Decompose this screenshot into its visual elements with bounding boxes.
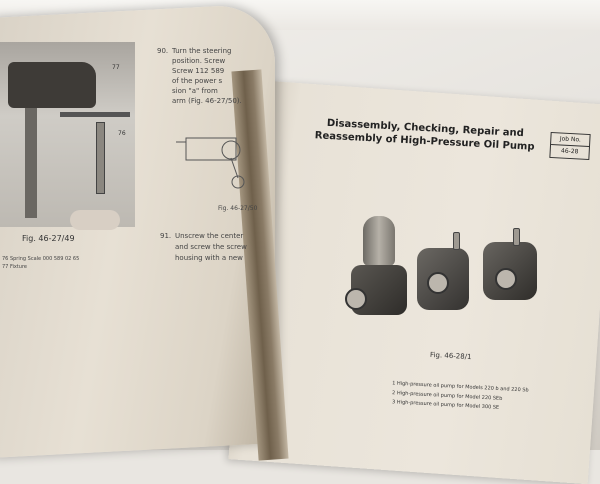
page-title: Disassembly, Checking, Repair and Reassembly of High-Pressure Oil Pump	[314, 117, 535, 153]
step-91-line: and screw the screw	[175, 243, 247, 251]
pump-2-fitting	[453, 232, 460, 250]
step-90-number: 90.	[157, 47, 169, 55]
job-number-box	[549, 132, 590, 160]
diagram-link	[231, 158, 238, 178]
legend-right-1: 1 High-pressure oil pump for Models 220 b and 220 Sb	[391, 380, 529, 394]
pump-3-pulley	[495, 268, 517, 290]
diagram-pivot	[222, 141, 240, 159]
fixture-arm	[60, 112, 130, 117]
legend-right-3: 3 High-pressure oil pump for Model 300 SE	[391, 399, 500, 411]
steering-fixture	[8, 62, 96, 108]
step-91-line: housing with a new	[175, 254, 243, 262]
legend-left-2: 77 Fixture	[2, 264, 27, 270]
step-90-line: Turn the steering	[172, 47, 232, 55]
legend-right-2: 2 High-pressure oil pump for Model 220 SEb	[391, 390, 503, 402]
fig-caption-left: Fig. 46-27/49	[22, 234, 75, 243]
fixture-post	[25, 108, 37, 218]
hand	[70, 210, 120, 230]
step-90-line: arm (Fig. 46-27/50).	[172, 97, 242, 105]
pumps-photo	[345, 210, 555, 325]
step-90-line: Screw 112 589	[172, 67, 225, 75]
callout-76: 76	[118, 130, 126, 137]
pump-3-fitting	[513, 228, 520, 246]
fig-caption-small: Fig. 46-27/50	[218, 205, 258, 212]
step-90-line: position. Screw	[172, 57, 226, 65]
step-90-line: sion "a" from	[172, 87, 218, 95]
job-label: Job No.	[551, 133, 590, 147]
step-91-line: Unscrew the center	[175, 232, 244, 240]
step-91-number: 91.	[160, 232, 172, 240]
spring-scale	[96, 122, 105, 194]
legend-left-1: 76 Spring Scale 000 589 02 65	[2, 256, 80, 262]
fig-caption-right: Fig. 46-28/1	[429, 350, 472, 362]
step-90-line: of the power s	[172, 77, 223, 85]
job-number: 46-28	[560, 147, 579, 156]
pump-1-pulley	[345, 288, 367, 310]
pump-1-reservoir	[363, 216, 395, 266]
callout-77: 77	[112, 64, 120, 71]
fig-46-27-50-diagram	[176, 130, 266, 200]
pump-2-pulley	[427, 272, 449, 294]
